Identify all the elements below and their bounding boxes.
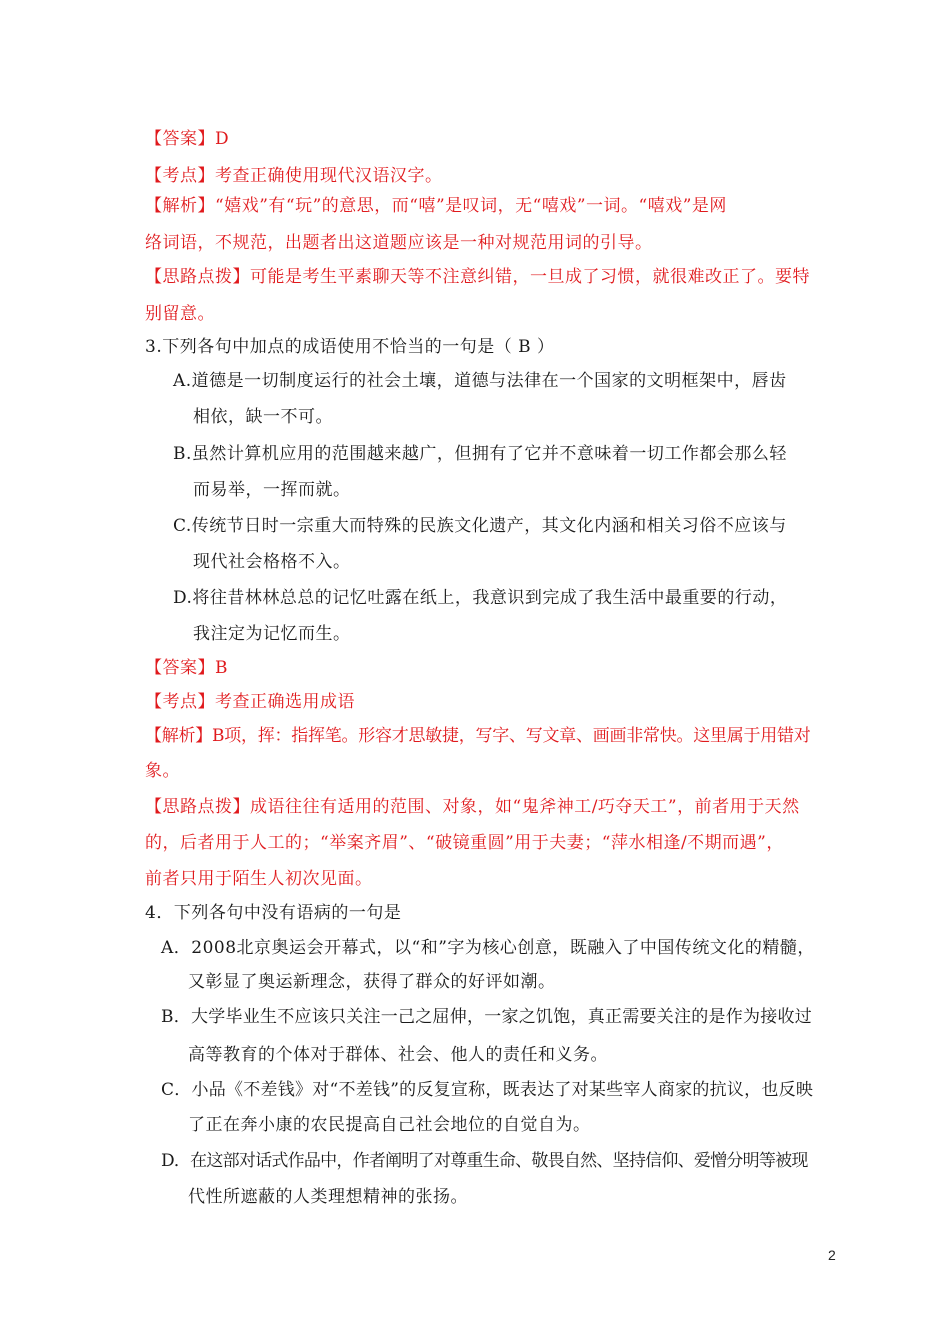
q2-tips-line-2: 别留意。 — [145, 304, 215, 324]
page-number: 2 — [828, 1247, 836, 1263]
q3-tips-line-3: 前者只用于陌生人初次见面。 — [145, 869, 373, 889]
q4-option-c-line-2: 了正在奔小康的农民提高自己社会地位的自觉自为。 — [188, 1115, 591, 1135]
q3-option-a-line-1: A.道德是一切制度运行的社会土壤，道德与法律在一个国家的文明框架中，唇齿 — [173, 371, 787, 391]
q2-point: 【考点】考查正确使用现代汉语汉字。 — [145, 166, 443, 186]
q2-answer: 【答案】D — [145, 129, 230, 149]
q4-option-d-line-2: 代性所遮蔽的人类理想精神的张扬。 — [188, 1187, 468, 1207]
q3-tips-line-1: 【思路点拨】成语往往有适用的范围、对象，如“鬼斧神工/巧夺天工”，前者用于天然 — [145, 797, 800, 817]
q3-option-c-line-1: C.传统节日时一宗重大而特殊的民族文化遗产，其文化内涵和相关习俗不应该与 — [173, 516, 787, 536]
q4-option-a-line-1: A．2008北京奥运会开幕式，以“和”字为核心创意，既融入了中国传统文化的精髓， — [161, 938, 815, 958]
q3-analysis-line-1: 【解析】B项，挥：指挥笔。形容才思敏捷，写字、写文章、画画非常快。这里属于用错对 — [145, 726, 811, 746]
q3-point: 【考点】考查正确选用成语 — [145, 692, 355, 712]
q3-option-a-line-2: 相依，缺一不可。 — [193, 407, 333, 427]
q3-option-d-line-2: 我注定为记忆而生。 — [193, 624, 351, 644]
q3-answer: 【答案】B — [145, 658, 228, 678]
q2-analysis-line-2: 络词语，不规范，出题者出这道题应该是一种对规范用词的引导。 — [145, 233, 653, 253]
q3-option-b-line-1: B.虽然计算机应用的范围越来越广，但拥有了它并不意味着一切工作都会那么轻 — [173, 444, 787, 464]
q3-stem: 3.下列各句中加点的成语使用不恰当的一句是（ B ） — [145, 337, 555, 357]
q4-stem: 4．下列各句中没有语病的一句是 — [145, 903, 402, 923]
q4-option-d-line-1: D．在这部对话式作品中，作者阐明了对尊重生命、敬畏自然、坚持信仰、爱憎分明等被现 — [161, 1151, 808, 1171]
q4-option-c-line-1: C．小品《不差钱》对“不差钱”的反复宣称，既表达了对某些宰人商家的抗议，也反映 — [161, 1080, 814, 1100]
q3-option-d-line-1: D.将往昔林林总总的记忆吐露在纸上，我意识到完成了我生活中最重要的行动， — [173, 588, 788, 608]
q3-option-c-line-2: 现代社会格格不入。 — [193, 552, 351, 572]
q3-option-b-line-2: 而易举，一挥而就。 — [193, 480, 351, 500]
q4-option-a-line-2: 又彰显了奥运新理念，获得了群众的好评如潮。 — [188, 972, 556, 992]
q2-analysis-line-1: 【解析】“嬉戏”有“玩”的意思，而“嘻”是叹词，无“嘻戏”一词。“嘻戏”是网 — [145, 196, 727, 216]
q2-tips-line-1: 【思路点拨】可能是考生平素聊天等不注意纠错，一旦成了习惯，就很难改正了。要特 — [145, 267, 810, 287]
q3-tips-line-2: 的，后者用于人工的；“举案齐眉”、“破镜重圆”用于夫妻；“萍水相逢/不期而遇”， — [145, 833, 784, 853]
q4-option-b-line-1: B．大学毕业生不应该只关注一己之屈伸，一家之饥饱，真正需要关注的是作为接收过 — [161, 1007, 812, 1027]
q4-option-b-line-2: 高等教育的个体对于群体、社会、他人的责任和义务。 — [188, 1045, 608, 1065]
q3-analysis-line-2: 象。 — [145, 761, 180, 781]
